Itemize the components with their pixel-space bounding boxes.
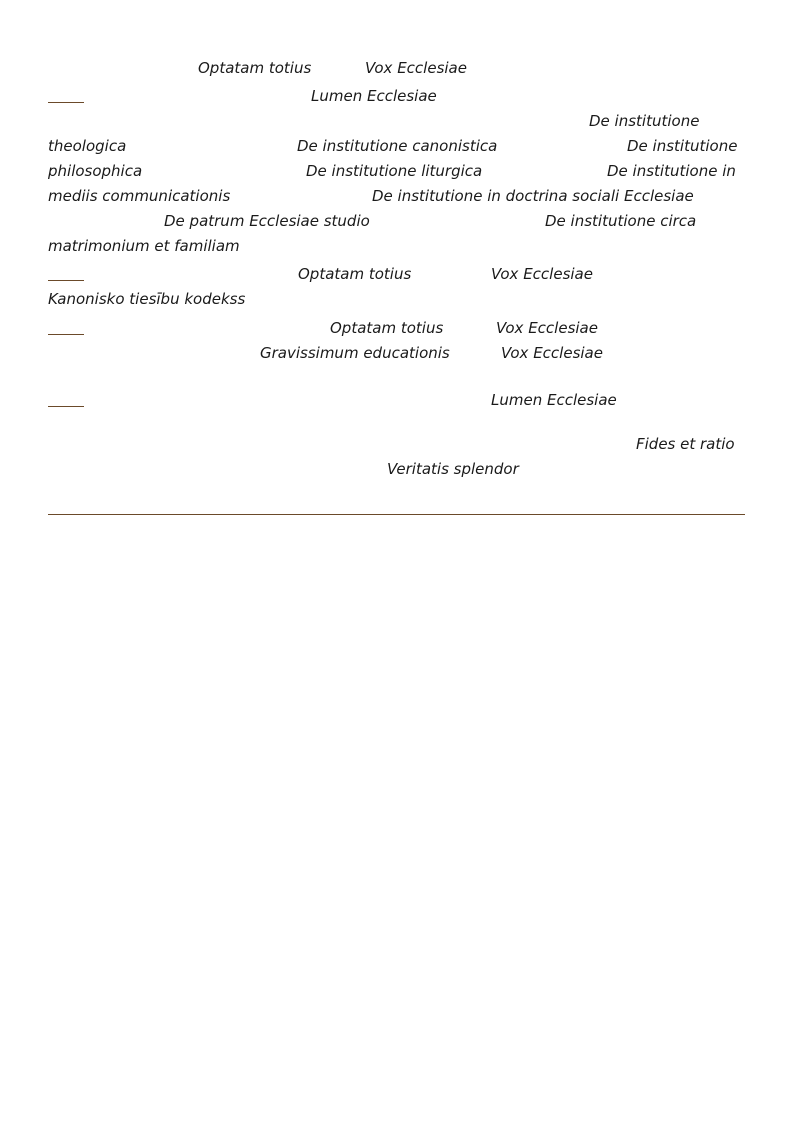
italic-title: Lumen Ecclesiae <box>311 87 437 105</box>
footnote-divider <box>48 334 84 335</box>
italic-title: De institutione circa <box>545 212 697 230</box>
italic-title: Vox Ecclesiae <box>365 59 467 77</box>
italic-title: Lumen Ecclesiae <box>491 391 617 409</box>
italic-title: De patrum Ecclesiae studio <box>164 212 370 230</box>
italic-title: philosophica <box>48 162 143 180</box>
footnote-divider <box>48 406 84 407</box>
italic-title: Vox Ecclesiae <box>491 265 593 283</box>
italic-title: Veritatis splendor <box>387 460 519 478</box>
italic-title: Optatam totius <box>298 265 412 283</box>
italic-title: De institutione <box>627 137 738 155</box>
italic-title: De institutione <box>589 112 700 130</box>
italic-title: Kanonisko tiesību kodekss <box>48 290 246 308</box>
italic-title: mediis communicationis <box>48 187 231 205</box>
italic-title: Vox Ecclesiae <box>496 319 598 337</box>
italic-title: Fides et ratio <box>636 435 735 453</box>
italic-title: De institutione in doctrina sociali Ecclesiae <box>372 187 694 205</box>
italic-title: De institutione canonistica <box>297 137 498 155</box>
section-divider <box>48 514 745 515</box>
italic-title: Vox Ecclesiae <box>501 344 603 362</box>
italic-title: De institutione liturgica <box>306 162 483 180</box>
italic-title: De institutione in <box>607 162 736 180</box>
footnote-divider <box>48 102 84 103</box>
footnote-divider <box>48 280 84 281</box>
italic-title: Gravissimum educationis <box>260 344 450 362</box>
italic-title: Optatam totius <box>330 319 444 337</box>
italic-title: matrimonium et familiam <box>48 237 240 255</box>
italic-title: theologica <box>48 137 127 155</box>
italic-title: Optatam totius <box>198 59 312 77</box>
